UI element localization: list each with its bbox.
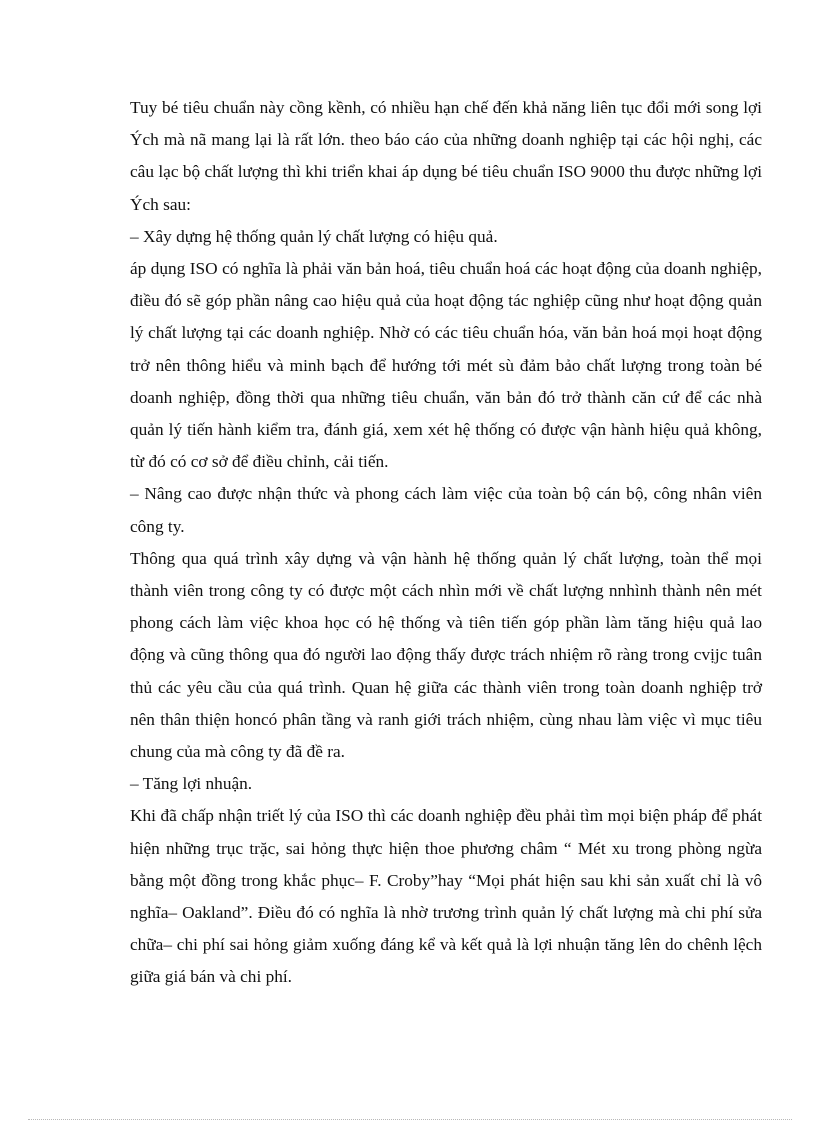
paragraph-intro: Tuy bé tiêu chuẩn này cồng kềnh, có nhiều hạn chế đến khả năng liên tục đổi mới song lợi Ých mà nã mang lại là rất lớn. theo báo cáo của những doanh nghiệp tại các hội nghị, các câu lạc bộ chất lượng thì khi triển khai áp dụng bé tiêu chuẩn ISO 9000 thu được những lợi Ých sau: [130, 98, 762, 214]
paragraph-apply-iso: áp dụng ISO có nghĩa là phải văn bản hoá, tiêu chuẩn hoá các hoạt động của doanh nghiệp, điều đó sẽ góp phần nâng cao hiệu quả của hoạt động tác nghiệp cũng như hoạt động quản lý chất lượng tại các doanh nghiệp. Nhờ có các tiêu chuẩn hóa, văn bản hoá mọi hoạt động trở nên thông hiểu và minh bạch để hướng tới mét sù đảm bảo chất lượng trong toàn bé doanh nghiệp, đồng thời qua những tiêu chuẩn, văn bản đó trở thành căn cứ để các nhà quản lý tiến hành kiểm tra, đánh giá, xem xét hệ thống có được vận hành hiệu quả không, từ đó có cơ sở để điều chỉnh, cải tiến. [130, 259, 762, 472]
bullet-increase-profit: – Tăng lợi nhuận. [130, 774, 253, 794]
paragraph-iso-philosophy: Khi đã chấp nhận triết lý của ISO thì các doanh nghiệp đều phải tìm mọi biện pháp để phát hiện những trục trặc, sai hỏng thực hiện thoe phương châm “ Mét xu trong phòng ngừa bằng một đồng trong khắc phục– F. Croby”hay “Mọi phát hiện sau khi sản xuất chỉ là vô nghĩa– Oakland”. Điều đó có nghĩa là nhờ trương trình quản lý chất lượng mà chi phí sửa chữa– chi phí sai hỏng giảm xuống đáng kể và kết quả là lợi nhuận tăng lên do chênh lệch giữa giá bán và chi phí. [130, 806, 762, 987]
document-page [130, 92, 762, 994]
page-bottom-divider [28, 1119, 792, 1120]
bullet-improve-awareness: – Nâng cao được nhận thức và phong cách làm việc của toàn bộ cán bộ, công nhân viên công ty. [130, 484, 762, 536]
paragraph-through-process: Thông qua quá trình xây dựng và vận hành hệ thống quản lý chất lượng, toàn thể mọi thành viên trong công ty có được một cách nhìn mới về chất lượng nnhình thành nên mét phong cách làm việc khoa học có hệ thống và tiên tiến góp phần làm tăng hiệu quả lao động và cũng thông qua đó người lao động thấy được trách nhiệm rõ ràng trong cvịjc tuân thủ các yêu cầu của quá trình. Quan hệ giữa các thành viên trong toàn doanh nghiệp trở nên thân thiện honcó phân tầng và ranh giới trách nhiệm, cùng nhau làm việc vì mục tiêu chung của mà công ty đã đề ra. [130, 548, 762, 762]
bullet-build-quality-system: – Xây dựng hệ thống quản lý chất lượng có hiệu quả. [130, 226, 498, 246]
